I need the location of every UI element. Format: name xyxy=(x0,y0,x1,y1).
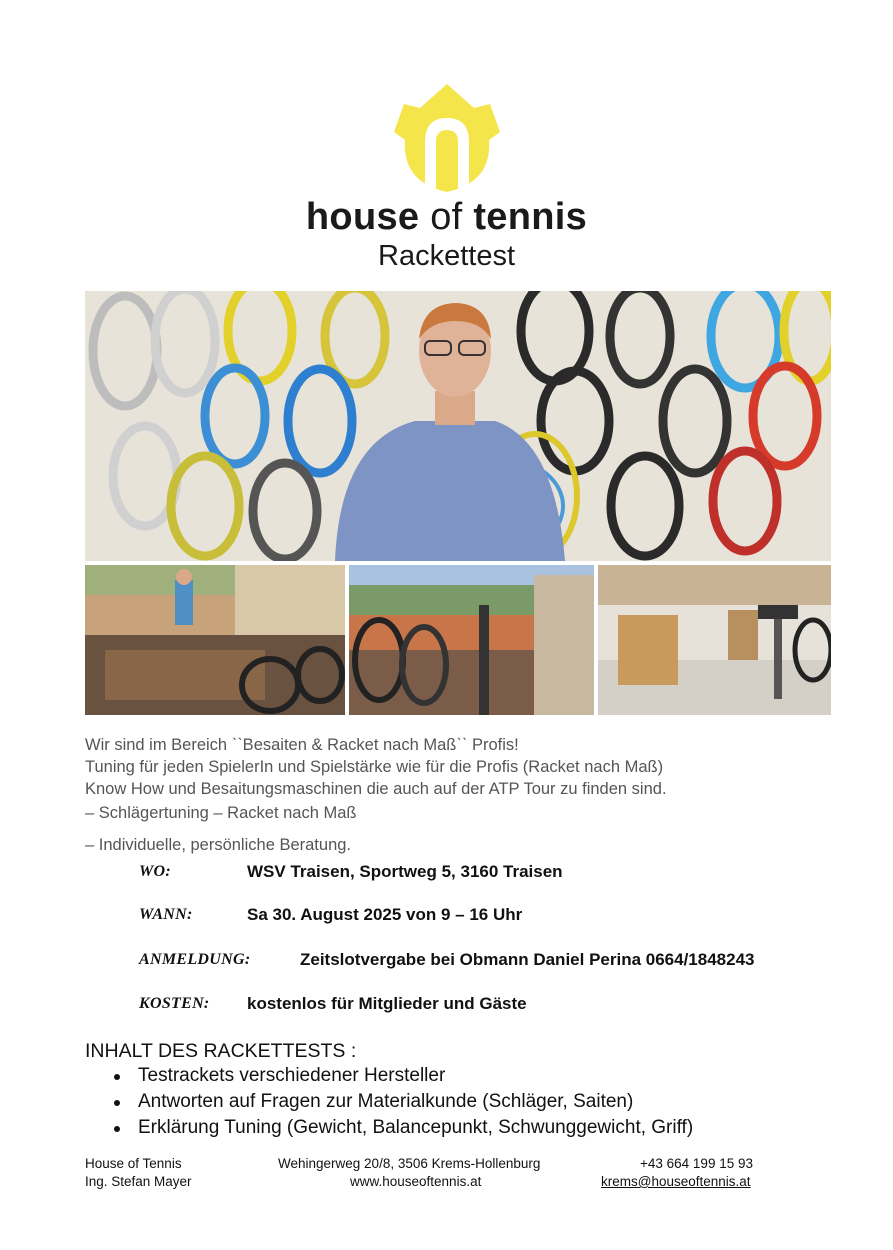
footer-email-link[interactable]: krems@houseoftennis.at xyxy=(601,1174,751,1189)
wo-label: WO: xyxy=(139,863,172,880)
intro-line-2: Tuning für jeden SpielerIn und Spielstärke wie für die Profis (Racket nach Maß) xyxy=(85,758,664,776)
intro-line-3: Know How und Besaitungsmaschinen die auch auf der ATP Tour zu finden sind. xyxy=(85,780,667,798)
list-item: Antworten auf Fragen zur Materialkunde (Schläger, Saiten) xyxy=(108,1089,693,1115)
house-of-tennis-logo xyxy=(392,82,502,194)
list-item: Testrackets verschiedener Hersteller xyxy=(108,1063,693,1089)
kosten-value: kostenlos für Mitglieder und Gäste xyxy=(247,994,527,1013)
intro-line-4: – Schlägertuning – Racket nach Maß xyxy=(85,804,357,822)
wann-value: Sa 30. August 2025 von 9 – 16 Uhr xyxy=(247,905,523,924)
inhalt-list xyxy=(108,1063,693,1141)
intro-line-5: – Individuelle, persönliche Beratung. xyxy=(85,836,352,854)
footer-website-link[interactable]: www.houseoftennis.at xyxy=(350,1174,482,1189)
list-item: Erklärung Tuning (Gewicht, Balancepunkt, Schwunggewicht, Griff) xyxy=(108,1115,693,1141)
outdoor-racket-display-photo xyxy=(349,565,594,715)
inhalt-title: INHALT DES RACKETTESTS : xyxy=(85,1040,357,1062)
footer-address: Wehingerweg 20/8, 3506 Krems-Hollenburg xyxy=(278,1156,541,1171)
wann-label: WANN: xyxy=(139,906,193,923)
anmeldung-label: ANMELDUNG: xyxy=(139,951,251,968)
brand-word-tennis: tennis xyxy=(473,196,588,238)
kosten-label: KOSTEN: xyxy=(139,995,210,1012)
footer-person: Ing. Stefan Mayer xyxy=(85,1174,192,1189)
footer-phone: +43 664 199 15 93 xyxy=(640,1156,753,1171)
racket-wall-photo xyxy=(85,291,831,561)
brand-word-house: house xyxy=(305,196,420,238)
anmeldung-value: Zeitslotvergabe bei Obmann Daniel Perina 0664/1848243 xyxy=(300,950,755,969)
wo-value: WSV Traisen, Sportweg 5, 3160 Traisen xyxy=(247,862,563,881)
brand-word-of: of xyxy=(430,196,463,238)
intro-line-1: Wir sind im Bereich ˋˋBesaiten & Racket nach Maßˋˋ Profis! xyxy=(85,736,519,754)
page-subtitle: Rackettest xyxy=(378,240,515,272)
terrace-stringing-photo xyxy=(85,565,345,715)
brand-name xyxy=(0,196,893,239)
clubhouse-stringing-machine-photo xyxy=(598,565,831,715)
footer-company-name: House of Tennis xyxy=(85,1156,182,1171)
